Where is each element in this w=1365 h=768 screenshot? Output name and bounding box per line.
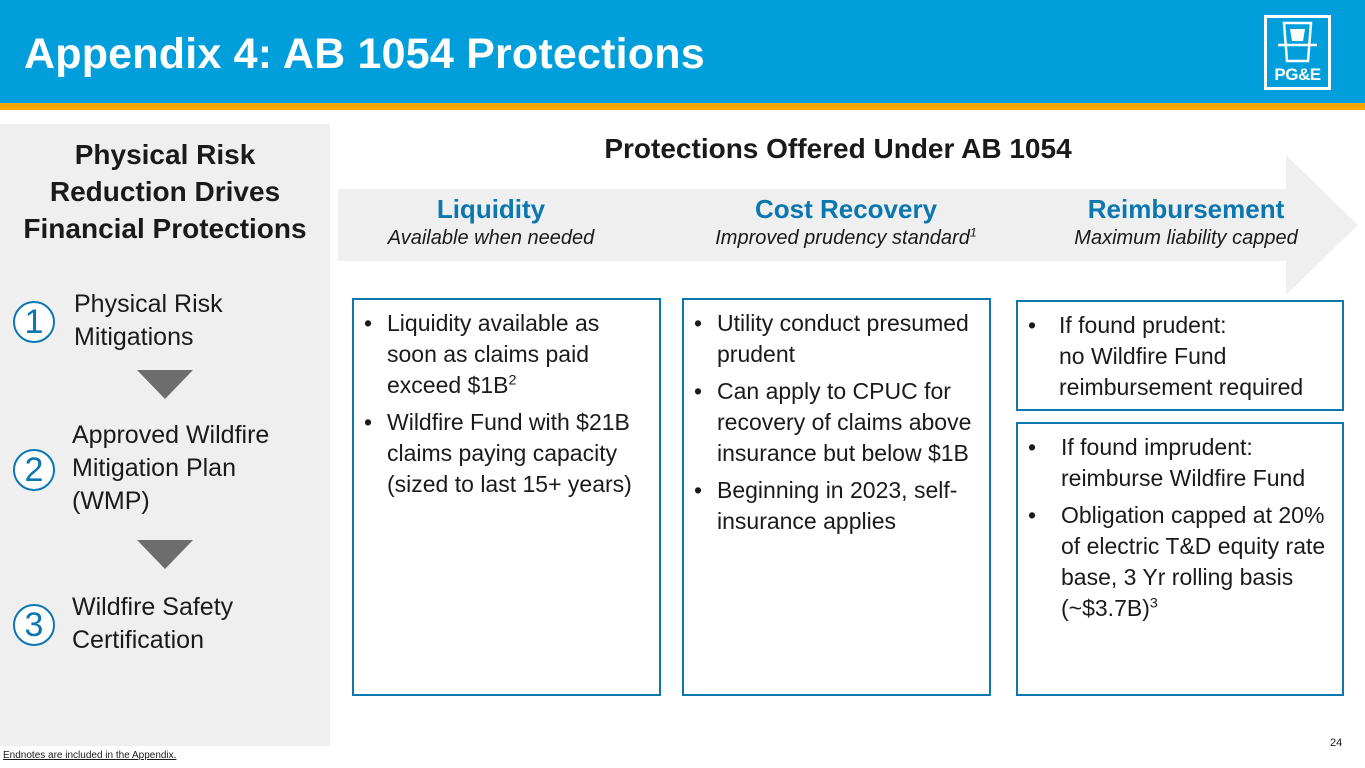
cost-recovery-bullet-list [684, 308, 977, 537]
column-title: Reimbursement [1087, 194, 1285, 224]
list-item [684, 308, 977, 370]
left-heading-line: Reduction Drives [49, 176, 281, 207]
footnote-marker: 1 [969, 225, 977, 240]
step-label-2 [72, 419, 269, 518]
header-accent-stripe [0, 103, 1365, 110]
step-label-3 [72, 591, 233, 657]
step-label-line: Wildfire Safety [72, 593, 234, 621]
liquidity-card [352, 298, 661, 696]
step-number-1: 1 [13, 301, 55, 343]
bullet-text: Can apply to CPUC for recovery of claims above insurance but below $1B [717, 378, 972, 466]
bullet-icon: • [694, 310, 703, 336]
bullet-icon: • [1028, 434, 1037, 460]
step-label-line: Physical Risk [74, 290, 223, 318]
step-label-line: Mitigations [74, 323, 194, 351]
bullet-text: Wildfire Fund with $21B claims paying capacity (sized to last 15+ years) [387, 409, 632, 497]
column-header-liquidity [346, 194, 636, 252]
column-subtitle [346, 224, 636, 252]
column-title: Liquidity [436, 194, 546, 224]
list-item [354, 407, 649, 500]
list-item [1018, 310, 1336, 341]
reimbursement-imprudent-list [1018, 432, 1336, 624]
down-arrow-icon [137, 540, 193, 569]
bullet-icon: • [1028, 502, 1037, 528]
step-number-2: 2 [13, 449, 55, 491]
left-panel-heading [0, 136, 330, 247]
step-label-line: Certification [72, 626, 204, 654]
list-item [354, 308, 649, 401]
column-subtitle-text: Maximum liability capped [1074, 227, 1298, 249]
bullet-icon: • [1028, 312, 1037, 338]
bullet-icon: • [694, 477, 703, 503]
column-subtitle [1030, 224, 1342, 252]
page-title: Appendix 4: AB 1054 Protections [24, 30, 705, 78]
bullet-icon: • [364, 310, 373, 336]
reimbursement-imprudent-card [1016, 422, 1344, 696]
step-number-3: 3 [13, 604, 55, 646]
bullet-text: If found prudent: [1059, 312, 1227, 338]
footnote-marker: 2 [508, 372, 517, 389]
footnote-marker: 3 [1149, 595, 1158, 612]
column-header-reimbursement [1030, 194, 1342, 252]
list-item [1018, 432, 1336, 494]
list-item [1018, 500, 1336, 624]
column-subtitle [680, 224, 1012, 252]
list-item-continuation: reimbursement required [1059, 374, 1304, 400]
column-header-cost-recovery [680, 194, 1012, 252]
down-arrow-icon [137, 370, 193, 399]
column-subtitle-text: Improved prudency standard [715, 227, 970, 249]
bullet-text: Beginning in 2023, self-insurance applies [717, 477, 958, 534]
bullet-text: If found imprudent: reimburse Wildfire Fund [1061, 434, 1306, 491]
logo-text: PG&E [1274, 65, 1321, 84]
bullet-text: Obligation capped at 20% of electric T&D equity rate base, 3 Yr rolling basis (~$3.7B) [1061, 502, 1326, 621]
step-label-line: Mitigation Plan [72, 454, 236, 482]
list-item [684, 376, 977, 469]
step-label-line: Approved Wildfire [72, 421, 270, 449]
bullet-icon: • [694, 378, 703, 404]
reimbursement-prudent-list [1018, 310, 1336, 403]
section-title: Protections Offered Under AB 1054 [604, 133, 1072, 164]
column-subtitle-text: Available when needed [387, 227, 595, 249]
pge-logo [1264, 15, 1331, 90]
page-number: 24 [1330, 737, 1343, 749]
left-heading-line: Physical Risk [74, 139, 256, 170]
step-label-line: (WMP) [72, 487, 150, 515]
list-item [684, 475, 977, 537]
reimbursement-prudent-card [1016, 300, 1344, 411]
liquidity-bullet-list [354, 308, 649, 500]
left-panel [0, 124, 330, 746]
column-title: Cost Recovery [754, 194, 938, 224]
step-label-1 [74, 288, 223, 354]
left-heading-line: Financial Protections [23, 213, 307, 244]
bullet-text: Liquidity available as soon as claims paid exceed $1B [387, 310, 600, 398]
bullet-text: Utility conduct presumed prudent [717, 310, 969, 367]
bullet-icon: • [364, 409, 373, 435]
endnote-link[interactable]: Endnotes are included in the Appendix. [3, 750, 177, 761]
cost-recovery-card [682, 298, 991, 696]
list-item-continuation: no Wildfire Fund [1059, 343, 1227, 369]
